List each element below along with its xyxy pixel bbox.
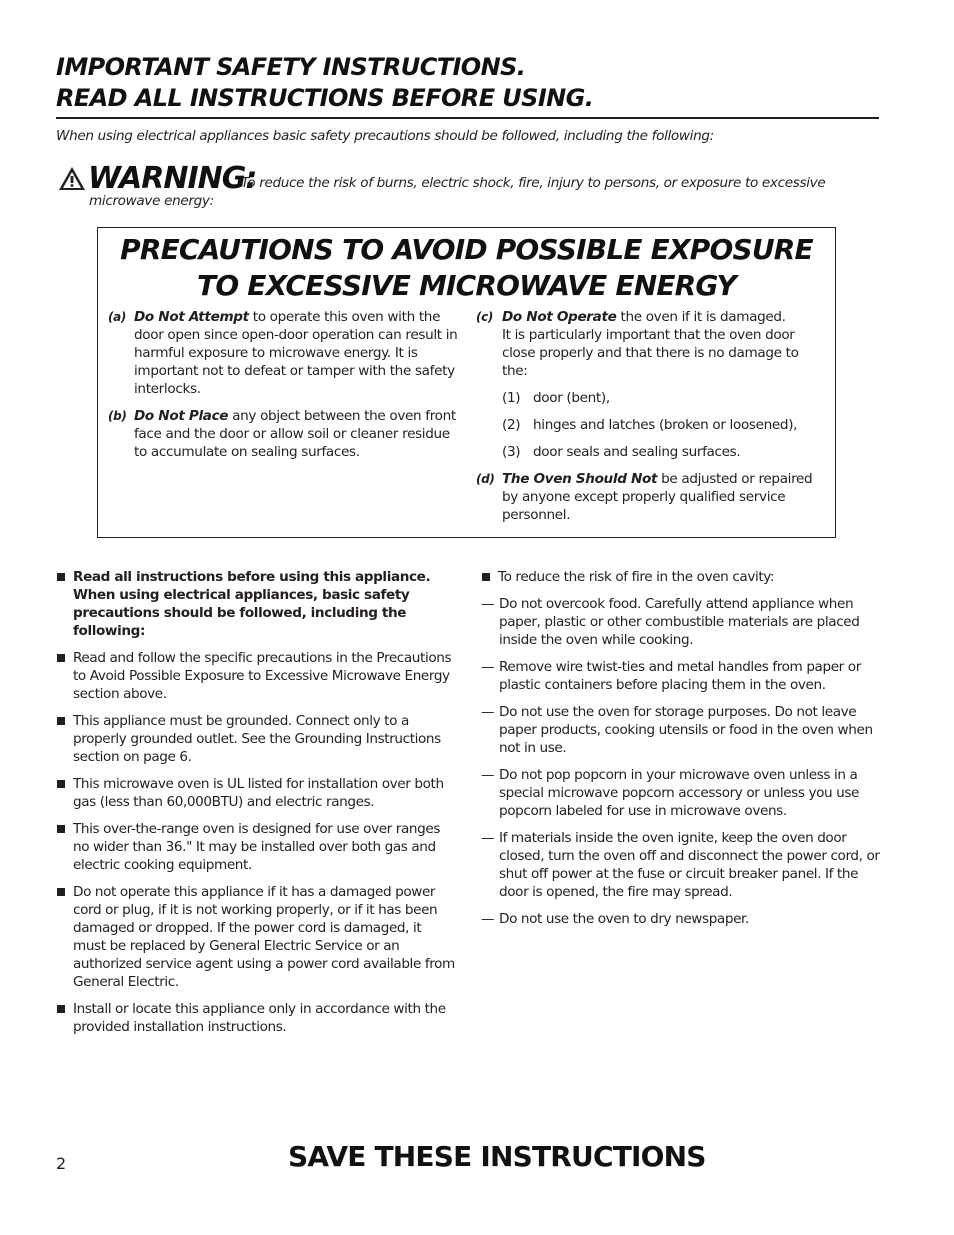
dash-item-text: Do not pop popcorn in your microwave oven unless in a special microwave popcorn accessory or unless you use popcorn labeled for use in microwave ovens. bbox=[499, 767, 860, 819]
list-item-text: Read all instructions before using this appliance. When using electrical appliances, basic safety precautions should be followed, including the following: bbox=[73, 569, 431, 639]
dash-marker: — bbox=[481, 830, 495, 846]
item-text-continued: It is particularly important that the oven door close properly and that there is no damage to the: bbox=[502, 327, 799, 379]
list-item-text: Read and follow the specific precautions in the Precautions to Avoid Possible Exposure to Excessive Microwave Energy section above. bbox=[73, 650, 452, 702]
page-number: 2 bbox=[56, 1154, 67, 1173]
precautions-left-column bbox=[108, 308, 463, 470]
dash-item bbox=[481, 658, 881, 694]
list-item-text: Do not operate this appliance if it has a damaged power cord or plug, if it is not working properly, or if it has been damaged or dropped. If the power cord is damaged, it must be replaced by General Electric Service or an authorized service agent using a power cord available from General Electric. bbox=[73, 884, 455, 990]
list-item bbox=[56, 1000, 456, 1036]
list-item bbox=[56, 712, 456, 766]
warning-label: WARNING: bbox=[88, 161, 257, 196]
safety-list-right bbox=[481, 568, 881, 937]
dash-marker: — bbox=[481, 911, 495, 927]
dash-item bbox=[481, 595, 881, 649]
square-bullet-icon bbox=[57, 780, 65, 788]
list-item bbox=[481, 568, 881, 586]
dash-item-text: Do not use the oven for storage purposes. Do not leave paper products, cooking utensils or food in the oven when not in use. bbox=[499, 704, 873, 756]
item-marker: (c) bbox=[476, 310, 494, 324]
subitem-number: (2) bbox=[502, 417, 521, 433]
subitem-text: hinges and latches (broken or loosened), bbox=[533, 417, 798, 433]
square-bullet-icon bbox=[57, 573, 65, 581]
list-item-text: This microwave oven is UL listed for installation over both gas (less than 60,000BTU) and electric ranges. bbox=[73, 776, 444, 810]
footer-title: SAVE THESE INSTRUCTIONS bbox=[288, 1140, 706, 1173]
square-bullet-icon bbox=[57, 717, 65, 725]
precaution-subitem bbox=[476, 389, 821, 407]
item-text: any object between the oven front face and the door or allow soil or cleaner residue to accumulate on sealing surfaces. bbox=[134, 408, 456, 460]
list-item-text: This appliance must be grounded. Connect only to a properly grounded outlet. See the Grounding Instructions section on page 6. bbox=[73, 713, 441, 765]
item-lead: Do Not Operate bbox=[502, 309, 617, 325]
list-item-text: This over-the-range oven is designed for use over ranges no wider than 36." It may be installed over both gas and electric cooking equipment. bbox=[73, 821, 440, 873]
safety-list-left bbox=[56, 568, 456, 1045]
dash-item bbox=[481, 703, 881, 757]
list-item bbox=[56, 775, 456, 811]
precaution-item-c bbox=[476, 308, 821, 380]
square-bullet-icon bbox=[482, 573, 490, 581]
dash-marker: — bbox=[481, 659, 495, 675]
dash-item-text: Do not overcook food. Carefully attend appliance when paper, plastic or other combustible materials are placed inside the oven while cooking. bbox=[499, 596, 860, 648]
square-bullet-icon bbox=[57, 1005, 65, 1013]
square-bullet-icon bbox=[57, 888, 65, 896]
square-bullet-icon bbox=[57, 654, 65, 662]
warning-text-continued: microwave energy: bbox=[89, 193, 214, 209]
page-title bbox=[56, 52, 878, 114]
precautions-title-line-1: PRECAUTIONS TO AVOID POSSIBLE EXPOSURE bbox=[120, 233, 813, 266]
item-marker: (b) bbox=[108, 409, 127, 423]
intro-text: When using electrical appliances basic safety precautions should be followed, including the following: bbox=[56, 128, 714, 144]
dash-item bbox=[481, 766, 881, 820]
title-line-2: READ ALL INSTRUCTIONS BEFORE USING. bbox=[56, 84, 594, 112]
item-marker: (d) bbox=[476, 472, 495, 486]
precaution-item-a bbox=[108, 308, 463, 398]
list-item-text: To reduce the risk of fire in the oven cavity: bbox=[498, 569, 775, 585]
item-marker: (a) bbox=[108, 310, 127, 324]
item-lead: The Oven Should Not bbox=[502, 471, 658, 487]
dash-marker: — bbox=[481, 596, 495, 612]
item-text: be adjusted or repaired by anyone except properly qualified service personnel. bbox=[502, 471, 813, 523]
title-line-1: IMPORTANT SAFETY INSTRUCTIONS. bbox=[56, 53, 526, 81]
item-text: the oven if it is damaged. bbox=[616, 309, 786, 325]
subitem-number: (1) bbox=[502, 390, 521, 406]
dash-item-text: If materials inside the oven ignite, keep the oven door closed, turn the oven off and disconnect the power cord, or shut off power at the fuse or circuit breaker panel. If the door is opened, the fire may spread. bbox=[499, 830, 880, 900]
dash-item bbox=[481, 829, 881, 901]
header-divider bbox=[56, 117, 879, 119]
precautions-box bbox=[97, 227, 836, 538]
subitem-text: door seals and sealing surfaces. bbox=[533, 444, 741, 460]
precaution-subitem bbox=[476, 416, 821, 434]
precautions-title bbox=[98, 232, 835, 304]
list-item bbox=[56, 568, 456, 640]
dash-marker: — bbox=[481, 704, 495, 720]
subitem-text: door (bent), bbox=[533, 390, 610, 406]
subitem-number: (3) bbox=[502, 444, 521, 460]
item-lead: Do Not Attempt bbox=[134, 309, 249, 325]
warning-triangle-icon bbox=[58, 166, 86, 191]
square-bullet-icon bbox=[57, 825, 65, 833]
item-text: to operate this oven with the door open since open-door operation can result in harmful exposure to microwave energy. It is important not to defeat or tamper with the safety interlocks. bbox=[134, 309, 458, 397]
list-item bbox=[56, 820, 456, 874]
precaution-subitem bbox=[476, 443, 821, 461]
warning-text: To reduce the risk of burns, electric shock, fire, injury to persons, or exposure to excessive bbox=[241, 175, 826, 191]
item-lead: Do Not Place bbox=[134, 408, 229, 424]
precaution-item-d bbox=[476, 470, 821, 524]
precautions-right-column bbox=[476, 308, 821, 533]
dash-item-text: Remove wire twist-ties and metal handles from paper or plastic containers before placing them in the oven. bbox=[499, 659, 861, 693]
list-item bbox=[56, 649, 456, 703]
list-item-text: Install or locate this appliance only in accordance with the provided installation instructions. bbox=[73, 1001, 446, 1035]
precaution-item-b bbox=[108, 407, 463, 461]
dash-item-text: Do not use the oven to dry newspaper. bbox=[499, 911, 749, 927]
dash-marker: — bbox=[481, 767, 495, 783]
precautions-title-line-2: TO EXCESSIVE MICROWAVE ENERGY bbox=[197, 269, 736, 302]
list-item bbox=[56, 883, 456, 991]
dash-item bbox=[481, 910, 881, 928]
